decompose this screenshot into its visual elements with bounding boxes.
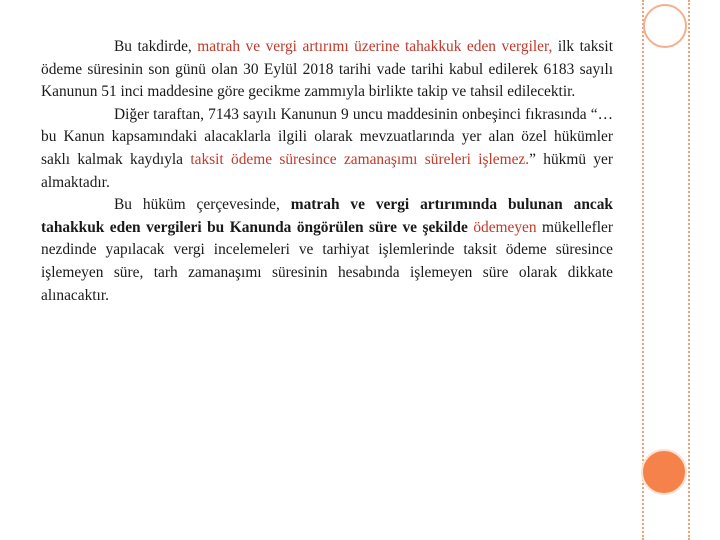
paragraph-3-run-4: ödemeyen	[473, 218, 537, 236]
paragraph-1-run-2: matrah ve vergi artırımı üzerine tahakkuk eden vergiler,	[197, 38, 553, 55]
paragraph-1-run-3: ilk taksit ödeme süresinin son günü olan 30 Eylül 2018 tarihi vade tarihi kabul edilerek 6183 sayılı Kanunun 51 inci maddesine göre gecikme zammıyla birlikte takip ve tahsil edilecektir.	[41, 38, 613, 101]
paragraph-1-run-1: Bu takdirde,	[114, 38, 198, 55]
decorative-dotted-line-right	[688, 0, 690, 540]
slide-text-body	[41, 36, 613, 307]
paragraph-3-run-1: Bu hüküm çerçevesinde,	[114, 196, 291, 214]
paragraph-2	[41, 104, 613, 194]
decorative-circle-filled	[641, 449, 687, 495]
paragraph-3-run-5: mükellefler nezdinde yapılacak vergi incelemeleri ve tarhiyat işlemlerinde taksit ödeme süresince işlemeyen süre, tarh zamanaşımı süresinin hesabında işlemeyen süre olarak dikkate alınacaktır.	[41, 218, 613, 304]
paragraph-3	[41, 194, 613, 307]
paragraph-2-run-2: taksit ödeme süresince zamanaşımı süreleri işlemez.	[190, 150, 530, 168]
paragraph-3-run-2: matrah ve vergi artırımında bulunan ancak tahakkuk eden vergileri bu Kanunda öngörülen süre ve şekilde	[41, 196, 613, 236]
paragraph-2-run-3: ” hükmü yer almaktadır.	[41, 150, 613, 191]
decorative-circle-outline	[643, 4, 687, 48]
paragraph-2-run-1: Diğer taraftan, 7143 sayılı Kanunun 9 uncu maddesinin onbeşinci fıkrasında “… bu Kanun kapsamındaki alacaklarla ilgili olarak mevzuatlarında yer alan özel hükümler saklı kalmak kaydıyla	[41, 105, 613, 168]
paragraph-1	[41, 36, 613, 104]
